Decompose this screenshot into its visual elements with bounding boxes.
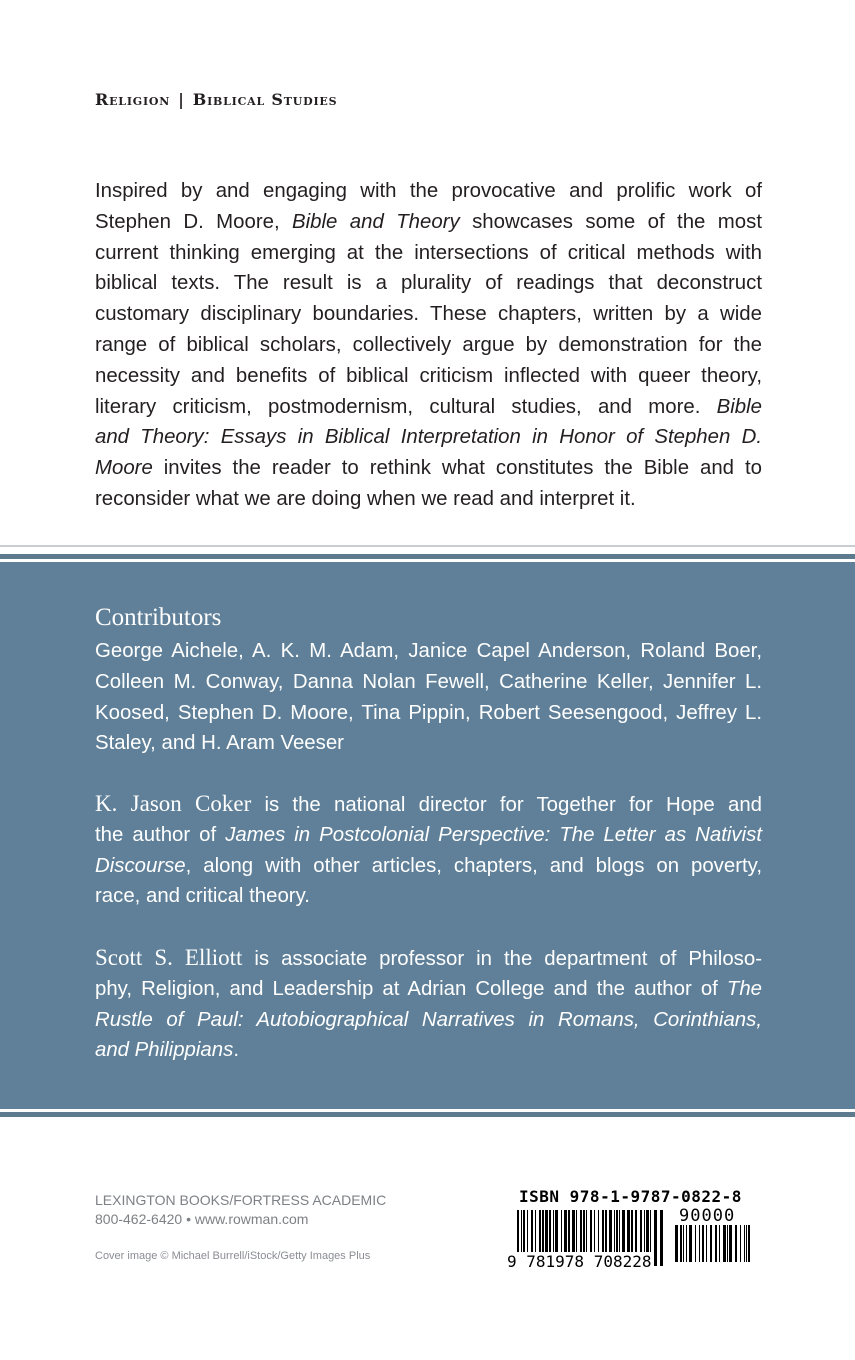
barcode-bar [695,1225,696,1262]
body-text: showcases some of the most [459,210,762,233]
body-text: literary criticism, postmodernism, cultural studies, and more. [95,395,717,418]
body-text: is associate professor in the department of Philoso- [242,948,762,970]
barcode-bar [699,1225,700,1262]
body-text: customary disciplinary boundaries. These chapters, written by a wide [95,303,762,326]
text-line [95,667,762,698]
body-text: Colleen M. Conway, Danna Nolan Fewell, Catherine Keller, Jennifer L. [95,670,762,693]
barcode-bar [729,1225,732,1262]
italic-title-text: and Philippians [95,1039,234,1062]
body-text: Staley, and H. Aram Veeser [95,732,344,755]
cover-credit: Cover image © Michael Burrell/iStock/Getty Images Plus [95,1250,371,1262]
text-line [95,361,762,392]
barcode-bar [683,1225,684,1262]
editor-bio-coker [95,789,762,912]
category-label: Religion [95,90,171,109]
body-text: Inspired by and engaging with the provocative and prolific work of [95,180,762,202]
body-text: current thinking emerging at the intersections of critical methods with [95,241,762,264]
barcode-bar [744,1225,745,1262]
category-header [95,90,337,109]
barcode-bar [735,1225,737,1262]
text-line [95,268,762,299]
body-text: Stephen D. Moore, [95,210,293,233]
editor-bio-elliott [95,943,762,1066]
body-text: range of biblical scholars, collectively argue by demonstration for the [95,333,762,356]
body-text: Koosed, Stephen D. Moore, Tina Pippin, Robert Seesengood, Jeffrey L. [95,701,762,724]
contributors-list [95,636,762,759]
body-text: race, and critical theory. [95,885,310,908]
text-line [95,176,762,207]
body-text: , along with other articles, chapters, and blogs on poverty, [185,854,762,877]
barcode-bar [686,1225,687,1262]
body-text: phy, Religion, and Leadership at Adrian College and the author of [95,977,727,1000]
text-line [95,207,762,238]
italic-title-text: The [726,977,762,1000]
barcode-bar [702,1225,704,1262]
italic-title-text: Bible and Theory [292,210,460,233]
text-line [95,974,762,1005]
barcode-bar [654,1210,657,1266]
body-text: is the national director for Together for Hope and [251,794,762,816]
body-text: biblical texts. The result is a plurality of readings that deconstruct [95,272,762,295]
text-line [95,881,762,912]
isbn-label: ISBN 978-1-9787-0822-8 [519,1187,742,1206]
barcode-bar [727,1225,728,1262]
barcode-bar [748,1225,750,1262]
body-text: George Aichele, A. K. M. Adam, Janice Capel Anderson, Roland Boer, [95,640,762,662]
italic-title-text: James in Postcolonial Perspective: The Letter as Nativist [225,823,762,846]
text-line [95,1005,762,1036]
body-text: . [233,1039,239,1062]
author-name: K. Jason Coker [95,791,252,816]
italic-title-text: and Theory: Essays in Biblical Interpretation in Honor of Stephen D. [95,426,762,449]
italic-title-text: Bible [716,395,762,418]
text-line [95,851,762,882]
text-line [95,698,762,729]
body-text: necessity and benefits of biblical criticism inflected with queer theory, [95,364,762,387]
barcode-bar [675,1225,678,1262]
divider-thin [0,545,855,547]
barcode-ean-digits: 9 781978 708228 [507,1252,652,1271]
barcode-bar [660,1210,663,1266]
text-line [95,392,762,423]
text-line [95,636,762,667]
text-line [95,422,762,453]
text-line [95,1035,762,1066]
text-line [95,789,762,820]
barcode-bar [680,1225,682,1262]
body-text: the author of [95,823,226,846]
divider-top [0,554,855,559]
text-line [95,299,762,330]
text-line [95,453,762,484]
text-line [95,820,762,851]
barcode-bar [710,1225,712,1262]
text-line [95,943,762,974]
barcode-bar [746,1225,747,1262]
body-text: invites the reader to rethink what constitutes the Bible and to [152,457,762,480]
barcode-bar [719,1225,720,1262]
italic-title-text: Rustle of Paul: Autobiographical Narratives in Romans, Corinthians, [95,1008,762,1031]
barcode-addon-digits: 90000 [679,1206,736,1226]
text-line [95,728,762,759]
publisher-contact: 800-462-6420 • www.rowman.com [95,1211,309,1227]
barcode-bar [689,1225,692,1262]
category-separator: | [178,90,185,109]
contributors-heading: Contributors [95,604,222,631]
italic-title-text: Discourse [95,854,186,877]
publisher-name: LEXINGTON BOOKS/FORTRESS ACADEMIC [95,1192,387,1208]
italic-title-text: Moore [95,457,153,480]
book-description [95,176,762,515]
text-line [95,330,762,361]
barcode-bar [706,1225,707,1262]
body-text: reconsider what we are doing when we read and interpret it. [95,487,636,510]
subcategory-label: Biblical Studies [192,90,338,109]
text-line [95,484,762,515]
barcode-bar [723,1225,726,1262]
barcode-bar [740,1225,741,1262]
text-line [95,238,762,269]
barcode-bar [715,1225,717,1262]
author-name: Scott S. Elliott [95,945,243,970]
divider-bottom [0,1112,855,1117]
